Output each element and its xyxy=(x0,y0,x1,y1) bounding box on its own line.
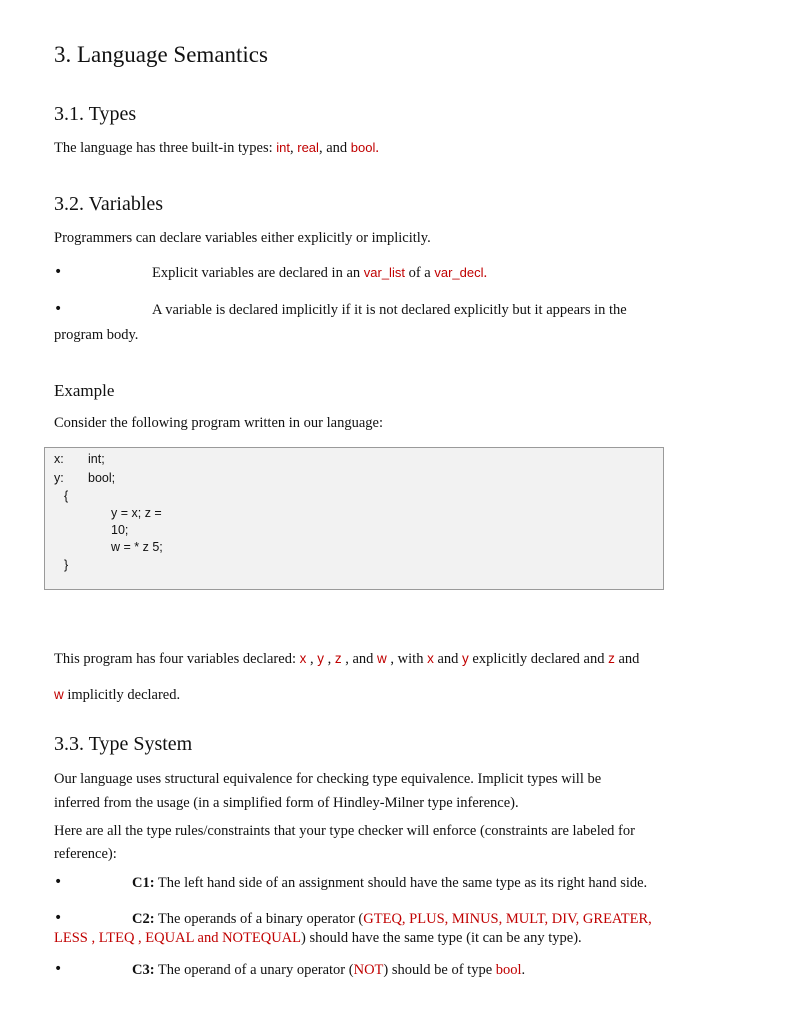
summary-sep: , xyxy=(323,651,335,667)
summary-text: , with xyxy=(386,651,428,667)
constraint-text: The left hand side of an assignment should have the same type as its right hand side. xyxy=(154,875,648,891)
constraint-c3 xyxy=(132,962,525,979)
type-bool: bool xyxy=(350,140,376,155)
summary-sep: , xyxy=(306,651,318,667)
constraint-label: C3: xyxy=(132,962,155,978)
bullet-icon: • xyxy=(54,910,63,926)
types-end: . xyxy=(375,140,379,156)
constraint-end: . xyxy=(521,962,526,978)
code-statement: 10; xyxy=(111,523,129,537)
var-x: x xyxy=(299,651,307,666)
example-summary-line2 xyxy=(54,687,180,704)
bullet-icon: • xyxy=(54,874,63,890)
variables-intro: Programmers can declare variables either explicitly or implicitly. xyxy=(54,230,431,246)
type-system-heading: 3.3. Type System xyxy=(54,733,193,755)
constraint-c2-line1 xyxy=(132,911,652,928)
type-bool: bool xyxy=(495,962,522,978)
code-close-brace: } xyxy=(64,558,69,572)
summary-text: explicitly declared and xyxy=(468,651,609,667)
constraint-text: The operands of a binary operator ( xyxy=(154,911,364,927)
types-sep: , xyxy=(290,140,298,156)
var-z: z xyxy=(334,651,342,666)
code-type-bool: bool; xyxy=(88,471,116,485)
code-var-x: x: xyxy=(54,452,64,466)
code-block xyxy=(44,447,664,590)
variables-bullet-1 xyxy=(152,265,487,282)
variables-heading: 3.2. Variables xyxy=(54,193,164,215)
summary-text: implicitly declared. xyxy=(63,687,181,703)
var-x: x xyxy=(427,651,434,666)
types-text: The language has three built-in types: xyxy=(54,140,277,156)
variables-bullet-2-line2: program body. xyxy=(54,327,139,343)
types-sep: , and xyxy=(318,140,351,156)
summary-sep: , and xyxy=(341,651,378,667)
constraint-text: The operand of a unary operator ( xyxy=(154,962,354,978)
keyword-var-list: var_list xyxy=(363,265,405,280)
keyword-var-decl: var_decl xyxy=(434,265,484,280)
constraint-text: ) should be of type xyxy=(383,962,496,978)
types-paragraph xyxy=(54,140,379,157)
types-heading: 3.1. Types xyxy=(54,103,137,125)
example-intro: Consider the following program written in our language: xyxy=(54,415,383,431)
example-heading: Example xyxy=(54,381,115,400)
binary-operators: GTEQ, PLUS, MINUS, MULT, DIV, GREATER, xyxy=(363,911,652,927)
constraint-label: C2: xyxy=(132,911,155,927)
summary-text: and xyxy=(614,651,640,667)
code-statement: y = x; z = xyxy=(111,506,162,520)
example-summary-line1 xyxy=(54,651,639,668)
section-title: 3. Language Semantics xyxy=(54,42,268,67)
code-open-brace: { xyxy=(64,489,69,503)
type-system-p2-line1: Here are all the type rules/constraints that your type checker will enforce (constraints are labeled for xyxy=(54,823,635,839)
bullet1-text: Explicit variables are declared in an xyxy=(152,265,364,281)
type-system-p1-line2: inferred from the usage (in a simplified form of Hindley-Milner type inference). xyxy=(54,795,519,811)
var-y: y xyxy=(462,651,469,666)
bullet1-end: . xyxy=(483,265,488,281)
type-real: real xyxy=(297,140,319,155)
var-y: y xyxy=(317,651,324,666)
code-statement: w = * z 5; xyxy=(111,540,163,554)
variables-bullet-2-line1: A variable is declared implicitly if it is not declared explicitly but it appears in the xyxy=(152,302,627,318)
type-int: int xyxy=(276,140,290,155)
constraint-c2-line2 xyxy=(54,930,582,947)
var-z: z xyxy=(608,651,615,666)
binary-operators: LESS , LTEQ , EQUAL and NOTEQUAL xyxy=(54,930,302,946)
type-system-p2-line2: reference): xyxy=(54,846,117,862)
var-w: w xyxy=(54,687,64,702)
type-system-p1-line1: Our language uses structural equivalence for checking type equivalence. Implicit types will be xyxy=(54,771,602,787)
summary-text: This program has four variables declared: xyxy=(54,651,300,667)
bullet-icon: • xyxy=(54,961,63,977)
constraint-c1 xyxy=(132,875,647,892)
unary-operator: NOT xyxy=(353,962,384,978)
code-type-int: int; xyxy=(88,452,105,466)
summary-text: and xyxy=(433,651,463,667)
code-var-y: y: xyxy=(54,471,64,485)
bullet-icon: • xyxy=(54,301,63,317)
var-w: w xyxy=(377,651,387,666)
constraint-text: ) should have the same type (it can be any type). xyxy=(301,930,582,946)
bullet1-text: of a xyxy=(404,265,435,281)
bullet-icon: • xyxy=(54,264,63,280)
constraint-label: C1: xyxy=(132,875,155,891)
